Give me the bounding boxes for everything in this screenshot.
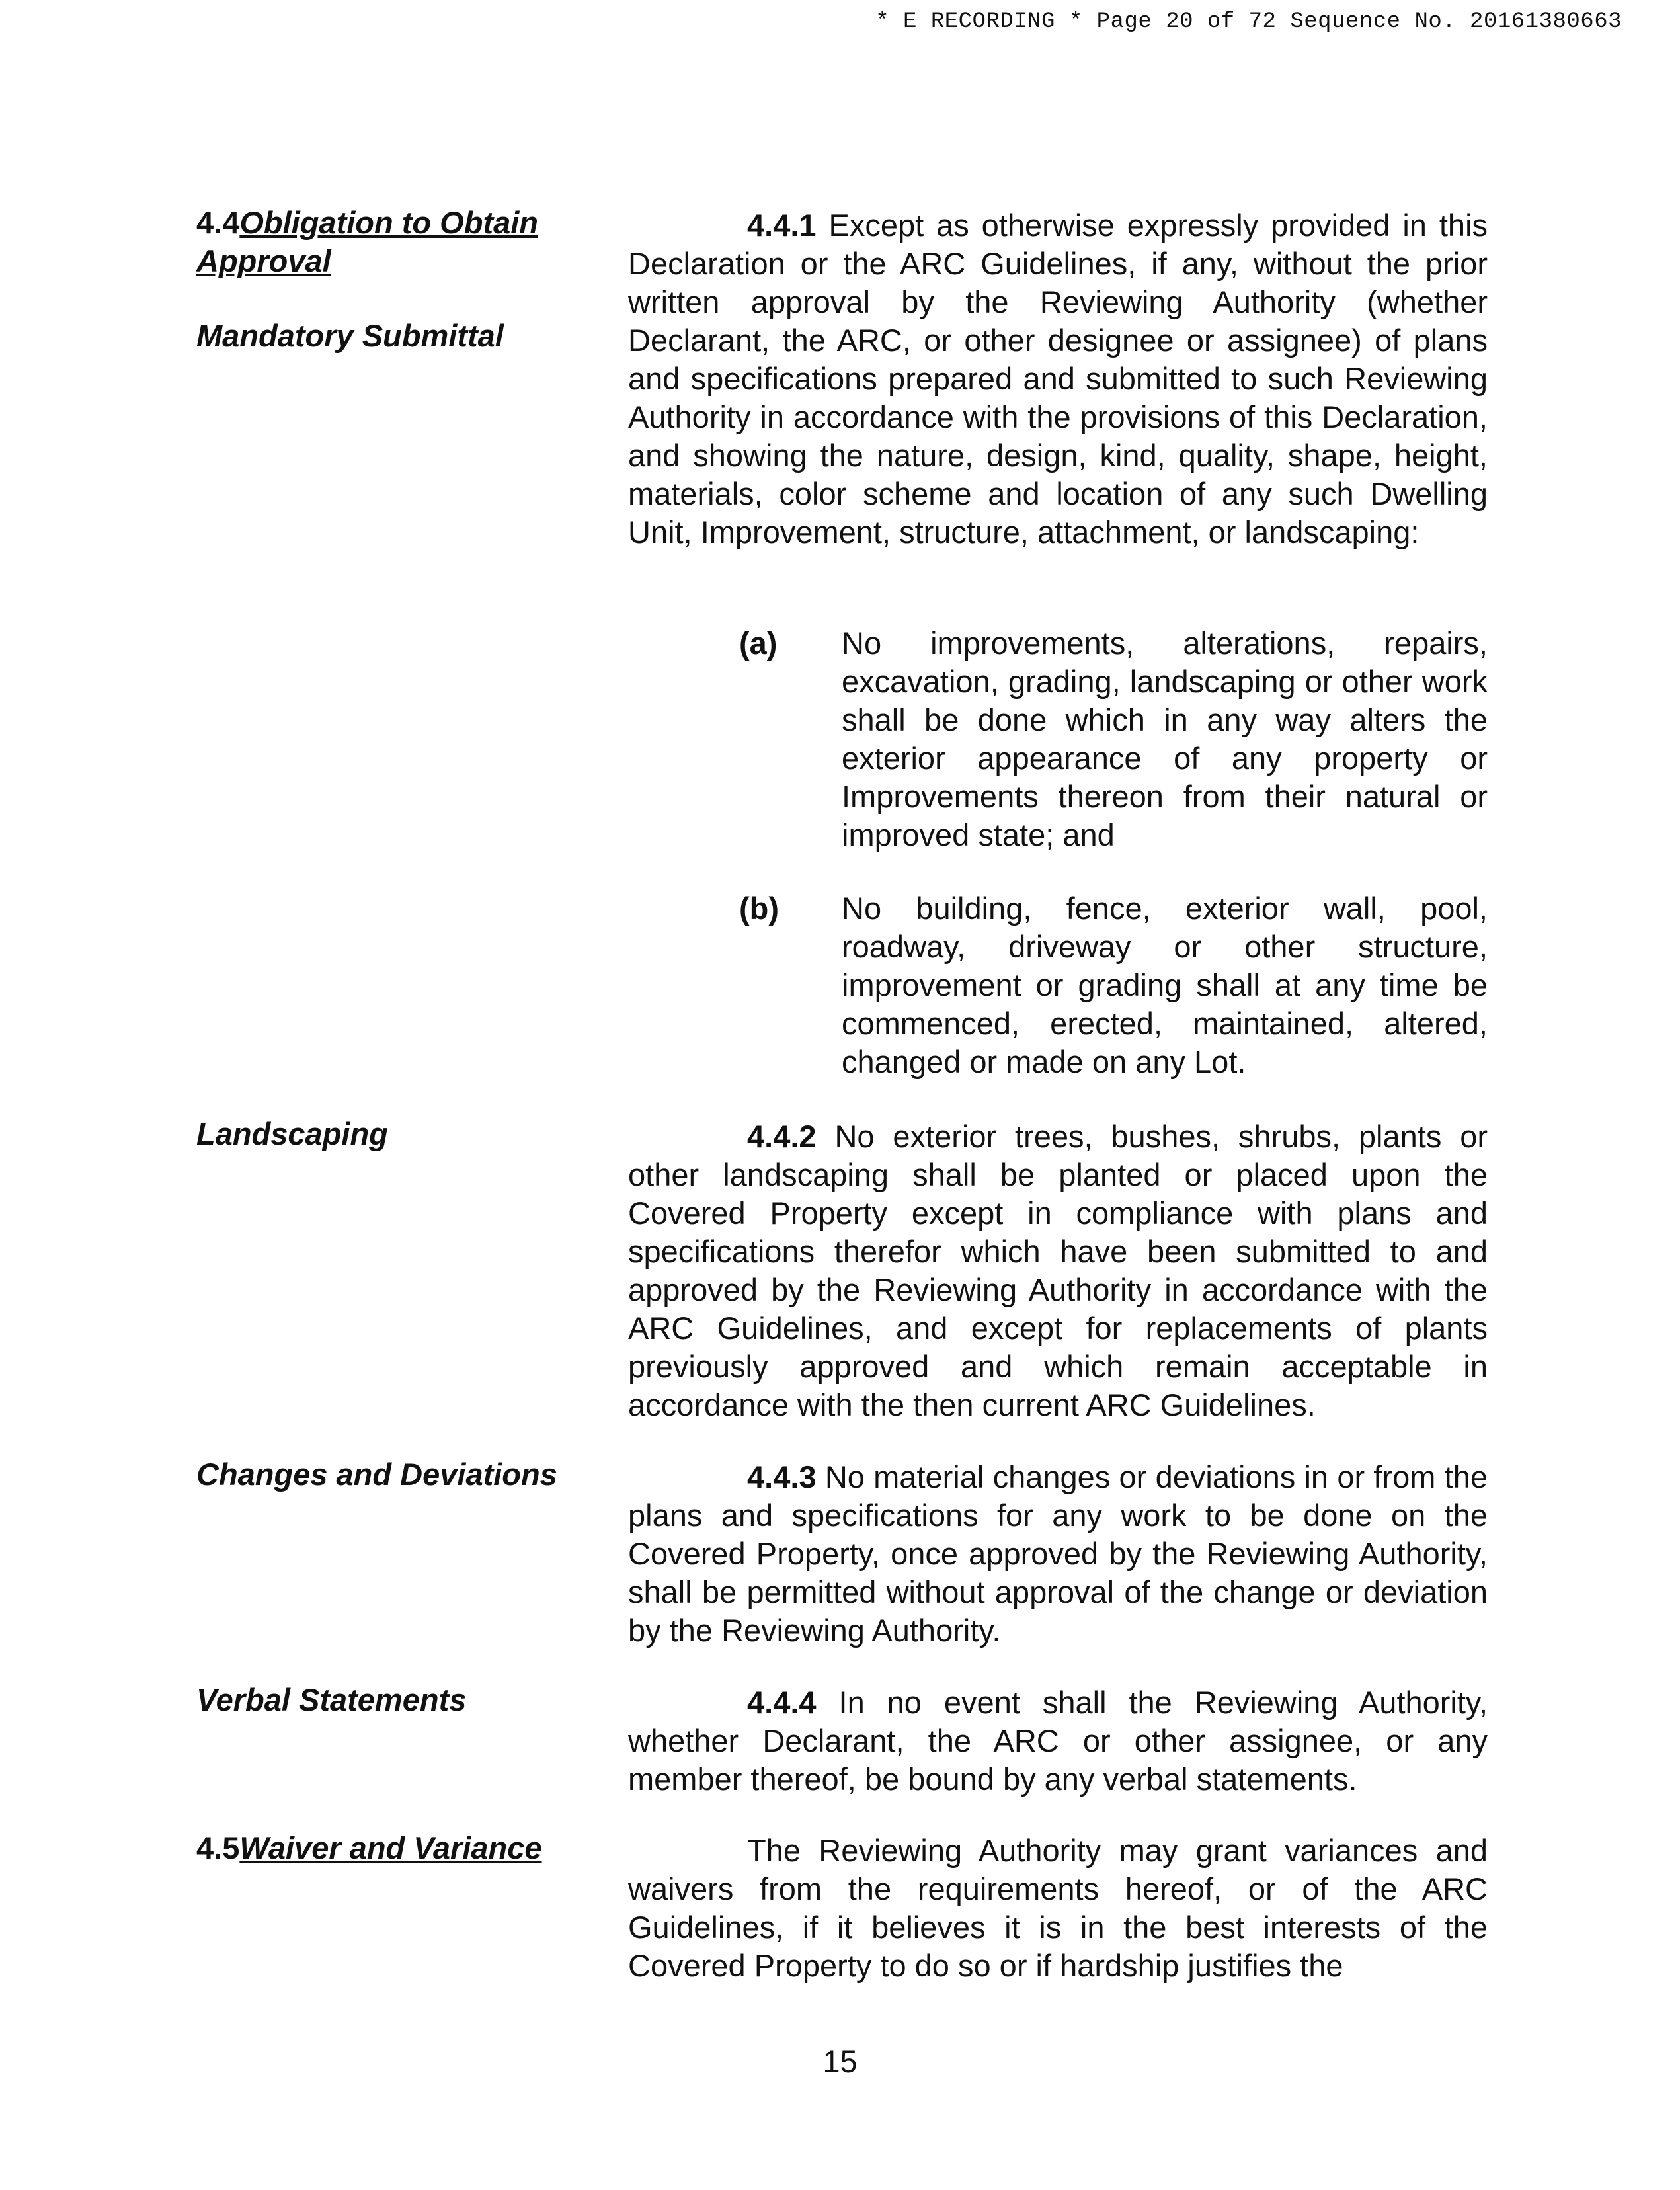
- section-title-line2: Approval: [196, 243, 331, 278]
- paragraph-text: No material changes or deviations in or from the plans and specifications for any work to be done on the Covered Property, once approved by the Reviewing Authority, shall be permitted without approval of the change or deviation by the Reviewing Authority.: [628, 1459, 1488, 1648]
- item-text: No improvements, alterations, repairs, excavation, grading, landscaping or other work shall be done which in any way alters the exterior appearance of any property or Improvements thereon from their natural or improved state; and: [842, 626, 1488, 852]
- paragraph-number: 4.4.2: [747, 1119, 817, 1154]
- section-title-line1: Obligation to Obtain: [239, 205, 539, 240]
- landscaping-heading: Landscaping: [196, 1116, 388, 1151]
- recording-header: * E RECORDING * Page 20 of 72 Sequence No. 20161380663: [875, 9, 1622, 34]
- paragraph-number: 4.4.1: [747, 208, 817, 243]
- paragraph-4-4-3: [628, 1458, 1488, 1650]
- item-marker: (b): [739, 891, 780, 926]
- paragraph-4-4-4: [628, 1683, 1488, 1799]
- section-number: 4.4: [196, 205, 240, 240]
- paragraph-text: Except as otherwise expressly provided in this Declaration or the ARC Guidelines, if any, without the prior written approval by the Reviewing Authority (whether Declarant, the ARC, or other designee or assignee) of plans and specifications prepared and submitted to such Reviewing Authority in accordance with the provisions of this Declaration, and showing the nature, design, kind, quality, shape, height, materials, color scheme and location of any such Dwelling Unit, Improvement, structure, attachment, or landscaping:: [628, 208, 1488, 549]
- verbal-statements-heading: Verbal Statements: [196, 1682, 467, 1717]
- paragraph-4-5: The Reviewing Authority may grant variances and waivers from the requirements hereof, or of the ARC Guidelines, if it believes it is in the best interests of the Covered Property to do so or if hardship justifies the: [628, 1833, 1488, 1983]
- list-item-b: [739, 889, 1488, 1081]
- section-number: 4.5: [196, 1830, 240, 1865]
- paragraph-4-4-1: [628, 206, 1488, 551]
- item-marker: (a): [739, 626, 778, 661]
- mandatory-submittal-heading: Mandatory Submittal: [196, 318, 504, 353]
- changes-deviations-heading: Changes and Deviations: [196, 1457, 557, 1492]
- paragraph-number: 4.4.3: [747, 1459, 817, 1494]
- section-title: Waiver and Variance: [239, 1830, 542, 1865]
- paragraph-text: In no event shall the Reviewing Authority, whether Declarant, the ARC or other assignee, or any member thereof, be bound by any verbal statements.: [628, 1685, 1488, 1797]
- page-number: 15: [822, 2044, 858, 2079]
- paragraph-number: 4.4.4: [747, 1685, 817, 1720]
- list-item-a: [739, 624, 1488, 854]
- item-text: No building, fence, exterior wall, pool, roadway, driveway or other structure, improvement or grading shall at any time be commenced, erected, maintained, altered, changed or made on any Lot.: [842, 891, 1488, 1079]
- paragraph-text: No exterior trees, bushes, shrubs, plants or other landscaping shall be planted or placed upon the Covered Property except in compliance with plans and specifications therefor which have been submitted to and approved by the Reviewing Authority in accordance with the ARC Guidelines, and except for replacements of plants previously approved and which remain acceptable in accordance with the then current ARC Guidelines.: [628, 1119, 1488, 1422]
- paragraph-4-4-2: [628, 1117, 1488, 1424]
- section-4-4-heading: [196, 204, 593, 280]
- section-4-5-heading: [196, 1829, 593, 1867]
